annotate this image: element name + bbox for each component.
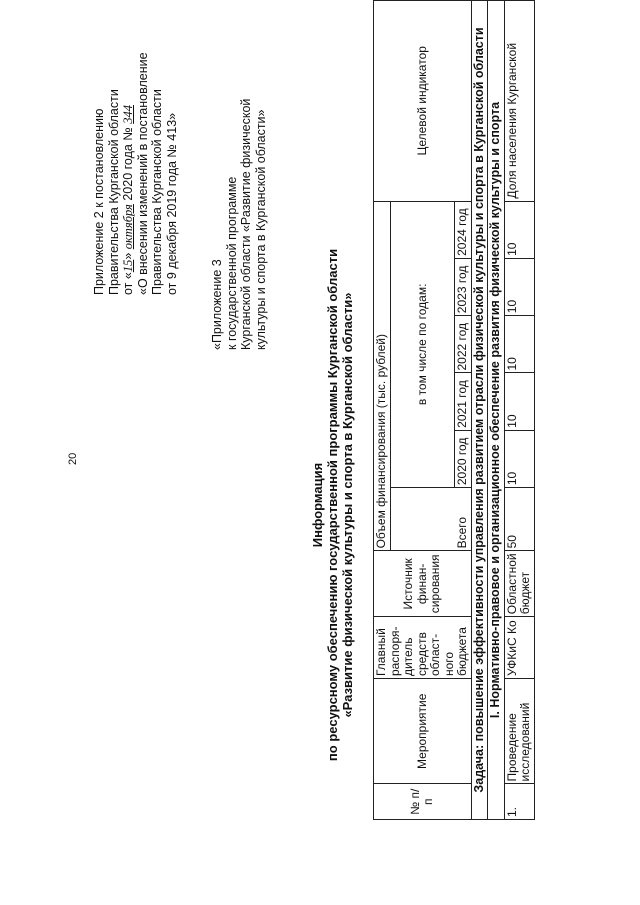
table-row [504, 1, 534, 820]
header-indicator: Целевой индикатор [374, 1, 472, 202]
title-line-1: Информация [310, 462, 325, 548]
appendix-line-2: Правительства Курганской области [106, 89, 121, 295]
row-2023: 10 [504, 258, 534, 315]
decree-number: 344 [121, 105, 135, 124]
date-mid: » [121, 252, 135, 260]
row-2021: 10 [504, 373, 534, 430]
header-year-2024: 2024 год [455, 201, 472, 258]
row-2020: 10 [504, 430, 534, 487]
date-prefix: от « [121, 272, 135, 295]
header-total: Всего [390, 488, 471, 551]
header-by-years: в том числе по годам: [390, 201, 455, 488]
header-year-2022: 2022 год [455, 316, 472, 373]
program-line-2: к государственной программе [224, 176, 239, 350]
appendix-line-1: Приложение 2 к постановлению [92, 108, 106, 295]
program-line-3: Курганской области «Развитие физической [239, 98, 253, 350]
program-line-4: культуры и спорта в Курганской области» [253, 109, 268, 350]
header-year-2020: 2020 год [455, 430, 472, 487]
header-volume: Объем финансирования (тыс. рублей) [374, 201, 391, 551]
header-event: Мероприятие [374, 679, 472, 784]
row-total: 50 [504, 488, 534, 551]
row-2022: 10 [504, 316, 534, 373]
header-year-2023: 2023 год [455, 258, 472, 315]
row-event: Проведение исследований [504, 679, 534, 784]
header-manager: Главный распоря-дитель средств област-ного бюджета [374, 617, 472, 679]
date-year: 2020 года № [121, 127, 135, 201]
section-row: I. Нормативно-правовое и организационное обеспечение развития физической культуры и спорта [488, 1, 505, 820]
header-num: № п/п [374, 784, 472, 820]
appendix-line-6: от 9 декабря 2019 года № 413» [164, 112, 179, 295]
row-source: Областной бюджет [504, 551, 534, 617]
program-header [210, 20, 268, 350]
title-line-2: по ресурсному обеспечению государственной программы Курганской области [325, 248, 340, 762]
resource-table [373, 0, 535, 820]
row-num: 1. [504, 784, 534, 820]
appendix-line-4: «О внесении изменений в постановление [135, 52, 150, 295]
header-year-2021: 2021 год [455, 373, 472, 430]
appendix-header [92, 15, 179, 295]
date-day: 15 [121, 259, 135, 273]
date-month: октября [121, 204, 135, 250]
header-source: Источник финан-сирования [374, 551, 472, 617]
row-2024: 10 [504, 201, 534, 258]
appendix-line-5: Правительства Курганской области [150, 89, 164, 295]
task-row: Задача: повышение эффективности управления развитием отрасли физической культуры и спорта в Курганской области [471, 1, 488, 820]
appendix-line-3 [121, 15, 136, 295]
document-title [310, 225, 355, 785]
title-line-3: «Развитие физической культуры и спорта в Курганской области» [340, 292, 355, 718]
page-number: 20 [67, 452, 79, 465]
program-line-1: «Приложение 3 [210, 259, 224, 350]
row-manager: УФКиС Ко [504, 617, 534, 679]
row-indicator: Доля населения Курганской [504, 1, 534, 202]
